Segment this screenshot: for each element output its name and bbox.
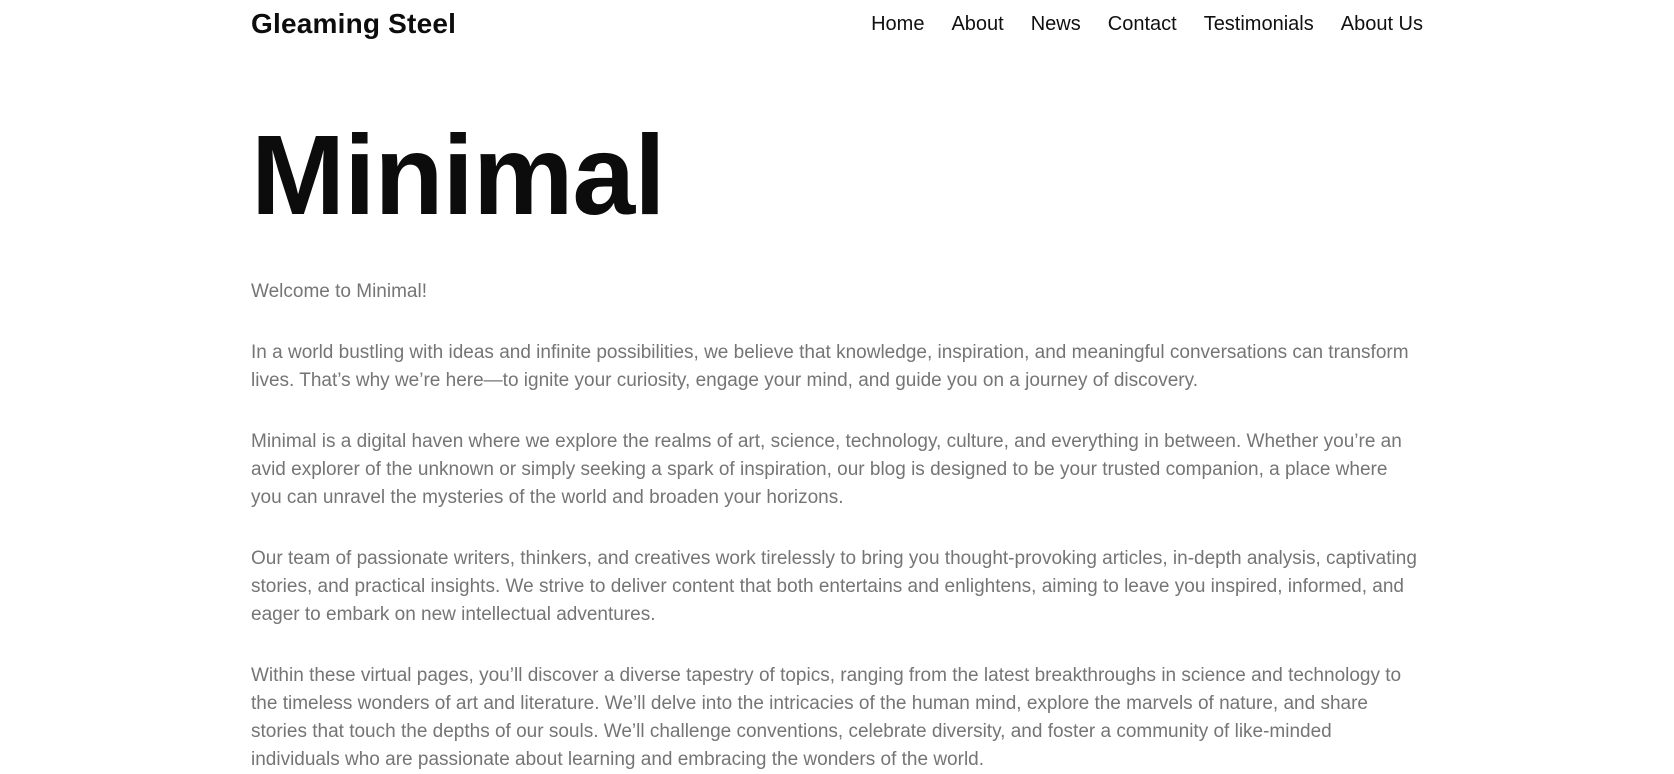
- nav-link-contact[interactable]: Contact: [1107, 12, 1177, 35]
- welcome-text: Welcome to Minimal!: [251, 280, 427, 302]
- nav-link-home[interactable]: Home: [871, 12, 925, 35]
- page-container: [251, 0, 1423, 774]
- main-content: [251, 112, 1423, 774]
- intro-paragraph: In a world bustling with ideas and infinite possibilities, we believe that knowledge, inspiration, and meaningful conversations can transform lives. That’s why we’re here—to ignite your curiosity, engage your mind, and guide you on a journey of discovery.: [251, 341, 1409, 391]
- site-logo[interactable]: Gleaming Steel: [251, 8, 457, 39]
- intro-paragraph: Our team of passionate writers, thinkers, and creatives work tirelessly to bring you thought-provoking articles, in-depth analysis, captivating stories, and practical insights. We strive to deliver content that both entertains and enlightens, aiming to leave you inspired, informed, and eager to embark on new intellectual adventures.: [251, 547, 1417, 625]
- nav-link-about[interactable]: About: [951, 12, 1004, 35]
- nav-link-about-us[interactable]: About Us: [1340, 12, 1423, 35]
- nav-link-testimonials[interactable]: Testimonials: [1203, 12, 1314, 35]
- page-title: Minimal: [251, 112, 665, 238]
- intro-section: [251, 278, 1423, 774]
- site-header: [251, 0, 1423, 40]
- main-nav: [871, 13, 1423, 36]
- nav-link-news[interactable]: News: [1030, 12, 1081, 35]
- intro-paragraph: Minimal is a digital haven where we explore the realms of art, science, technology, culture, and everything in between. Whether you’re an avid explorer of the unknown or simply seeking a spark of inspiration, our blog is designed to be your trusted companion, a place where you can unravel the mysteries of the world and broaden your horizons.: [251, 430, 1402, 508]
- intro-paragraph: Within these virtual pages, you’ll discover a diverse tapestry of topics, ranging from the latest breakthroughs in science and technology to the timeless wonders of art and literature. We’ll delve into the intricacies of the human mind, explore the marvels of nature, and share stories that touch the depths of our souls. We’ll challenge conventions, celebrate diversity, and foster a community of like-minded individuals who are passionate about learning and embracing the wonders of the world.: [251, 664, 1402, 770]
